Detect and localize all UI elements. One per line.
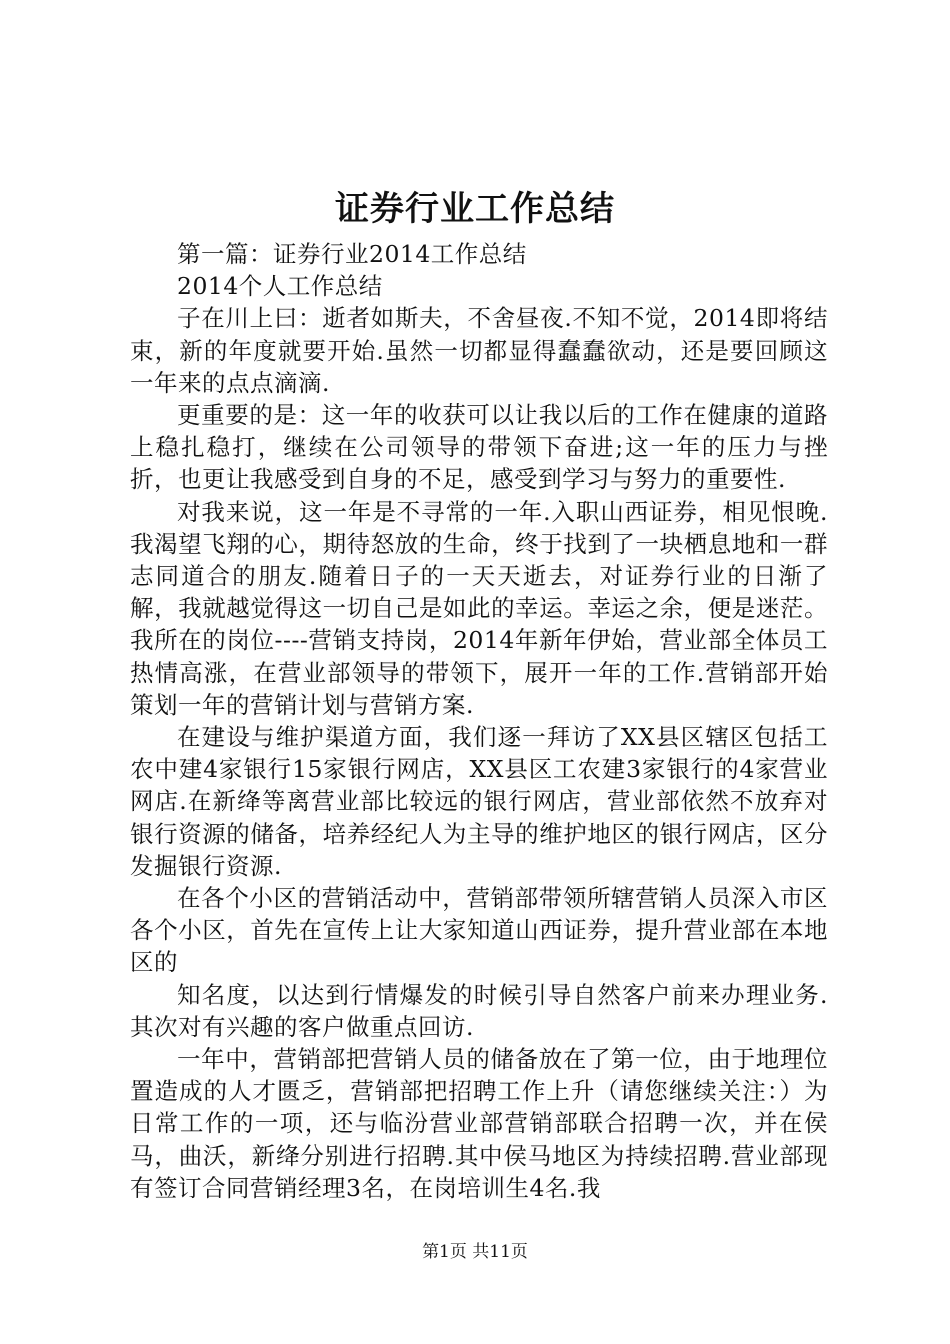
section-heading: 2014个人工作总结 [177,272,383,301]
paragraph: 在建设与维护渠道方面，我们逐一拜访了XX县区辖区包括工农中建4家银行15家银行网店，XX县区工农建3家银行的4家营业网店.在新绛等离营业部比较远的银行网店，营业部依然不放弃对银行资源的储备，培养经纪人为主导的维护地区的银行网店，区分发掘银行资源. [130,723,828,880]
paragraph: 更重要的是：这一年的收获可以让我以后的工作在健康的道路上稳扎稳打，继续在公司领导的带领下奋进;这一年的压力与挫折，也更让我感受到自身的不足，感受到学习与努力的重要性. [130,401,828,494]
document-title: 证券行业工作总结 [335,189,615,229]
page-number-footer: 第1页 共11页 [422,1242,528,1262]
paragraph: 一年中，营销部把营销人员的储备放在了第一位，由于地理位置造成的人才匮乏，营销部把招聘工作上升（请您继续关注：）为日常工作的一项，还与临汾营业部营销部联合招聘一次，并在侯马，曲沃，新绛分别进行招聘.其中侯马地区为持续招聘.营业部现有签订合同营销经理3名，在岗培训生4名.我 [130,1045,828,1202]
paragraph: 在各个小区的营销活动中，营销部带领所辖营销人员深入市区各个小区，首先在宣传上让大家知道山西证券，提升营业部在本地区的 [130,884,828,977]
document-body [130,238,828,1204]
paragraph: 子在川上曰：逝者如斯夫，不舍昼夜.不知不觉，2014即将结束，新的年度就要开始.虽然一切都显得蠢蠢欲动，还是要回顾这一年来的点点滴滴. [130,304,828,397]
paragraph: 对我来说，这一年是不寻常的一年.入职山西证券，相见恨晚.我渴望飞翔的心，期待怒放的生命，终于找到了一块栖息地和一群志同道合的朋友.随着日子的一天天逝去，对证券行业的日渐了解，我就越觉得这一切自己是如此的幸运。幸运之余，便是迷茫。我所在的岗位----营销支持岗，2014年新年伊始，营业部全体员工热情高涨，在营业部领导的带领下，展开一年的工作.营销部开始策划一年的营销计划与营销方案. [130,497,828,719]
chapter-heading: 第一篇：证券行业2014工作总结 [177,240,527,268]
paragraph: 知名度，以达到行情爆发的时候引导自然客户前来办理业务.其次对有兴趣的客户做重点回访. [130,980,828,1041]
